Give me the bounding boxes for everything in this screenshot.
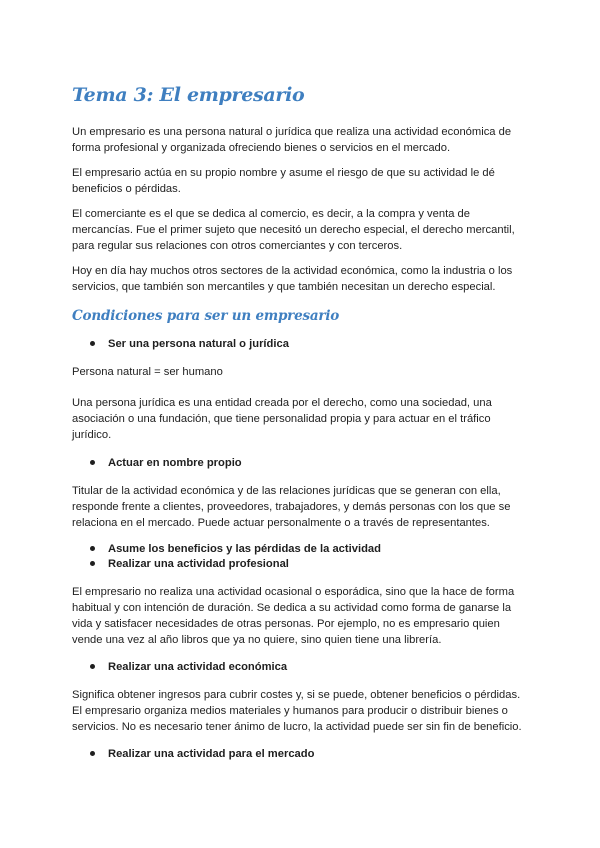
body-paragraph: Persona natural = ser humano: [72, 366, 223, 378]
body-paragraph: Significa obtener ingresos para cubrir costes y, si se puede, obtener beneficios o pérdidas. El empresario organiza medios materiales y humanos para producir o distribuir bienes o servicios. No es necesario tener ánimo de lucro, la actividad puede ser sin fin de beneficio.: [72, 689, 522, 733]
bullet-item: [90, 659, 287, 675]
intro-paragraph-2: El empresario actúa en su propio nombre y asume el riesgo de que su actividad le dé beneficios o pérdidas.: [72, 167, 495, 195]
body-paragraph: Titular de la actividad económica y de las relaciones jurídicas que se generan con ella, responde frente a clientes, proveedores, trabajadores, y demás personas con los que se relaciona en el mercado. Puede actuar personalmente o a través de representantes.: [72, 485, 511, 529]
page-title: Tema 3: El empresario: [72, 84, 305, 106]
bullet-label: Realizar una actividad económica: [108, 661, 288, 673]
intro-paragraph-1: Un empresario es una persona natural o jurídica que realiza una actividad económica de forma profesional y organizada ofreciendo bienes o servicios en el mercado.: [72, 126, 512, 154]
bullet-item: [90, 746, 314, 762]
bullet-dot: [90, 664, 95, 669]
bullet-label: Actuar en nombre propio: [108, 457, 242, 469]
bullet-label: Asume los beneficios y las pérdidas de la actividad: [108, 543, 381, 555]
bullet-label: Realizar una actividad profesional: [108, 558, 289, 570]
bullet-dot: [90, 751, 95, 756]
bullet-label: Realizar una actividad para el mercado: [108, 748, 315, 760]
bullet-dot: [90, 460, 95, 465]
bullet-dot: [90, 546, 95, 551]
bullet-item: [90, 336, 289, 352]
section-title: Condiciones para ser un empresario: [72, 308, 340, 324]
body-paragraph: El empresario no realiza una actividad ocasional o esporádica, sino que la hace de forma habitual y con intención de duración. Se dedica a su actividad como forma de ganarse la vida y satisfacer necesidades de otras personas. Por ejemplo, no es empresario quien vende una vez al año libros que ya no quiere, sino quien tiene una librería.: [72, 586, 515, 646]
intro-paragraph-4: Hoy en día hay muchos otros sectores de la actividad económica, como la industria o los servicios, que también son mercantiles y que también necesitan un derecho especial.: [72, 265, 513, 293]
bullet-item: [90, 455, 242, 471]
bullet-item: [90, 556, 289, 572]
intro-paragraph-3: El comerciante es el que se dedica al comercio, es decir, a la compra y venta de mercancías. Fue el primer sujeto que necesitó un derecho especial, el derecho mercantil, para regular sus relaciones con otros comerciantes y con terceros.: [72, 208, 515, 252]
bullet-dot: [90, 561, 95, 566]
bullet-item: [90, 541, 381, 557]
bullet-label: Ser una persona natural o jurídica: [108, 338, 289, 350]
body-paragraph: Una persona jurídica es una entidad creada por el derecho, como una sociedad, una asociación o una fundación, que tiene personalidad propia y para actuar en el tráfico jurídico.: [72, 397, 492, 441]
bullet-dot: [90, 341, 95, 346]
